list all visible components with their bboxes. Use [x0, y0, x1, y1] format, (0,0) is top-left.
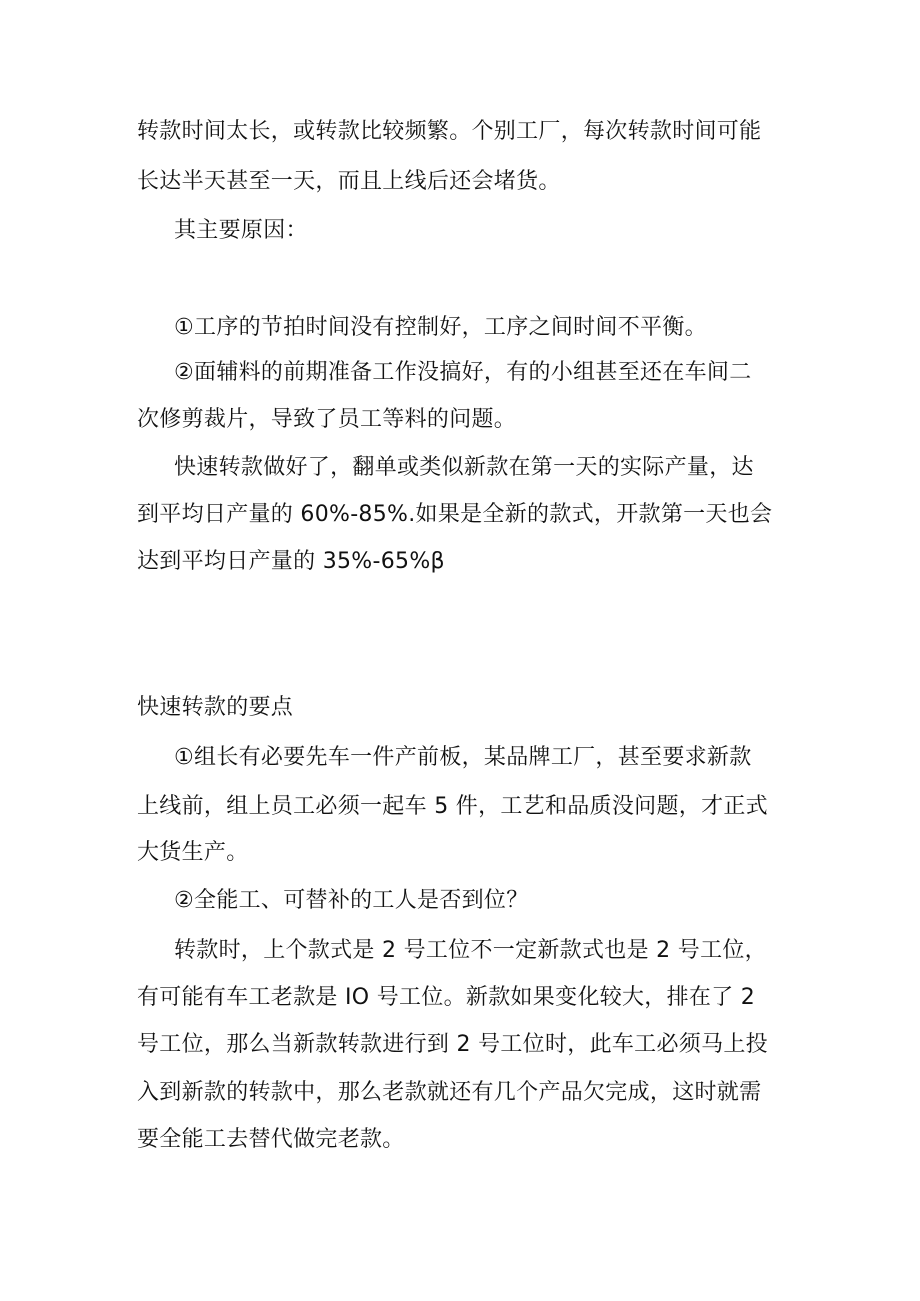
text-line: 大货生产。 — [137, 840, 249, 865]
text-line: 其主要原因： — [174, 218, 308, 243]
text-line: ②全能工、可替补的工人是否到位？ — [174, 888, 529, 913]
text-line: 要全能工去替代做完老款。 — [137, 1127, 405, 1152]
text-line: 达到平均日产量的 35%-65%β — [137, 549, 445, 574]
text-line: ①工序的节拍时间没有控制好，工序之间时间不平衡。 — [174, 315, 707, 340]
text-line: ①组长有必要先车一件产前板，某品牌工厂，甚至要求新款 — [174, 745, 752, 770]
section-heading: 快速转款的要点 — [137, 695, 294, 720]
text-line: 号工位，那么当新款转款进行到 2 号工位时，此车工必须马上投 — [137, 1032, 768, 1057]
text-line: 入到新款的转款中，那么老款就还有几个产品欠完成，这时就需 — [137, 1080, 762, 1105]
text-line: 次修剪裁片，导致了员工等料的问题。 — [137, 407, 517, 432]
text-line: 有可能有车工老款是 IO 号工位。新款如果变化较大，排在了 2 — [137, 985, 756, 1010]
text-line: 到平均日产量的 60%-85%.如果是全新的款式，开款第一天也会 — [137, 502, 773, 527]
text-line: ②面辅料的前期准备工作没搞好，有的小组甚至还在车间二 — [174, 360, 752, 385]
text-line: 上线前，组上员工必须一起车 5 件，工艺和品质没问题，才正式 — [137, 794, 768, 819]
text-line: 转款时间太长，或转款比较频繁。个别工厂，每次转款时间可能 — [137, 119, 762, 144]
text-line: 长达半天甚至一天，而且上线后还会堵货。 — [137, 169, 561, 194]
text-line: 转款时，上个款式是 2 号工位不一定新款式也是 2 号工位， — [174, 938, 767, 963]
text-line: 快速转款做好了，翻单或类似新款在第一天的实际产量，达 — [174, 455, 754, 480]
